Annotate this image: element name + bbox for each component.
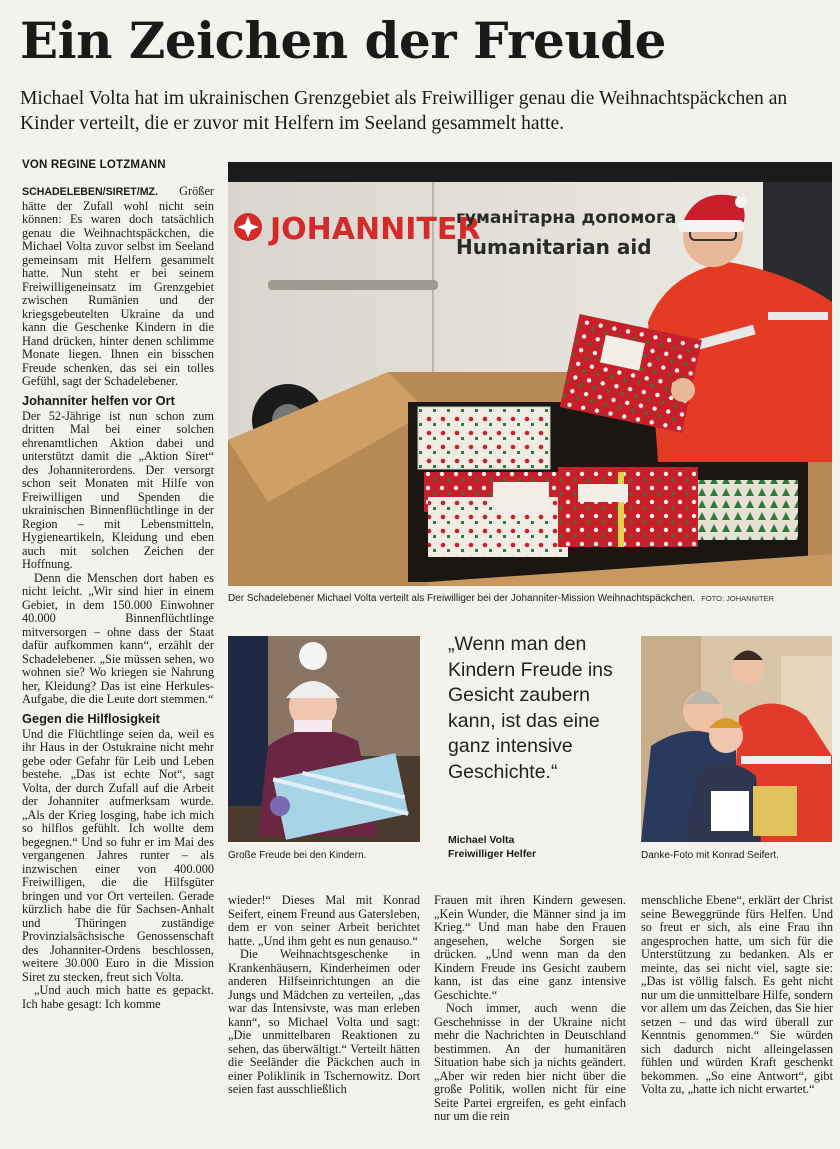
paragraph: Der 52-Jährige ist nun schon zum dritten Mal bei einer solchen ehrenamtlichen Aktion dabei und unterstützt damit die „Aktion Siret“ des Johanniterordens. Der versorgt schon seit Monaten mit Hilfe von Freiwilligen und Spenden die ukrainischen Binnenflüchtlinge in der Region – mit Lebensmitteln, Hygieneartikeln, Kleidung und eben auch mit solchen Zeichen der Hoffnung. bbox=[22, 408, 214, 571]
thanks-photo-caption: Danke-Foto mit Konrad Seifert. bbox=[641, 850, 779, 861]
article-column-3 bbox=[434, 894, 626, 1124]
main-photo bbox=[228, 162, 832, 586]
thanks-photo-illustration bbox=[641, 636, 832, 842]
quote-author-role: Freiwilliger Helfer bbox=[448, 848, 537, 860]
main-photo-caption bbox=[228, 592, 838, 605]
article-column-1 bbox=[22, 185, 214, 1011]
quote-attribution bbox=[448, 833, 628, 861]
quote-author-name: Michael Volta bbox=[448, 834, 515, 846]
paragraph: menschliche Ebene“, erklärt der Christ seine Beweggründe fürs Helfen. Und so freut er sich, als eine Frau ihn angesprochen hatte, um sich für die Unterstützung zu bedanken. Als er meinte, das sei nicht viel, sagte sie: „Das ist völlig falsch. Es geht nicht nur um die unmittelbare Hilfe, sondern vor allem um das Zeichen, das Sie hier setzen – und das wird überall zur Kenntnis genommen.“ Sie würden sich dadurch nicht alleingelassen fühlen und würden Kraft geschenkt bekommen. „So eine Antwort“, gibt Volta zu, „hatte ich nicht erwartet.“ bbox=[641, 893, 833, 1096]
thanks-photo bbox=[641, 636, 832, 842]
subheading: Johanniter helfen vor Ort bbox=[22, 392, 175, 408]
article-column-4 bbox=[641, 894, 833, 1097]
subheading: Gegen die Hilflosigkeit bbox=[22, 710, 160, 726]
paragraph: Denn die Menschen dort haben es nicht leicht. „Wir sind hier in einem Gebiet, in dem 150.000 Einwohner 40.000 Binnenflüchtlinge mitversorgen – ohne dass der Staat dafür aufkommen kann“, erzählt der Schadelebener. „Sie müssen sehen, wo wohnen sie? Wo kriegen sie Nahrung her, Kleidung? Das ist eine Herkules-Aufgabe, die die Leute dort stemmen.“ bbox=[22, 570, 214, 706]
child-photo-caption: Große Freude bei den Kindern. bbox=[228, 850, 367, 861]
paragraph: „Und auch mich hatte es gepackt. Ich habe gesagt: Ich komme bbox=[22, 983, 214, 1011]
main-photo-illustration bbox=[228, 162, 832, 586]
paragraph: wieder!“ Dieses Mal mit Konrad Seifert, einem Freund aus Gatersleben, dem er von seiner Arbeit berichtet hatte. „Und ihm geht es nun genauso.“ bbox=[228, 893, 420, 948]
van-text-ukrainian: гуманітарна допомога bbox=[456, 208, 677, 228]
child-photo-illustration bbox=[228, 636, 420, 842]
van-text-english: Humanitarian aid bbox=[456, 235, 652, 259]
van-brand: JOHANNITER bbox=[270, 212, 481, 247]
paragraph: Frauen mit ihren Kindern gewesen. „Kein Wunder, die Männer sind ja im Krieg.“ Und man habe den Frauen angesehen, welche Sorgen sie drücken. „Und wenn man da den Kindern Freude ins Gesicht zaubern kann, ist das eine ganz intensive Geschichte.“ bbox=[434, 893, 626, 1002]
caption-text: Der Schadelebener Michael Volta verteilt als Freiwilliger bei der Johanniter-Mission Weihnachtspäckchen. bbox=[228, 593, 696, 604]
paragraph: Größer hätte der Zufall wohl nicht sein können: Es waren doch tatsächlich genau die Weihnachtspäckchen, die Michael Volta zuvor selbst im Seeland gemeinsam mit Helfern gesammelt hatte. Nun steht er bei seinem Freiwilligeneinsatz im Grenzgebiet zwischen Rumänien und der kriegsgebeutelten Ukraine da und kann die Geschenke Kindern in die Hand drücken, hinter denen schlimme Monate liegen. Ihnen ein bisschen Freude schenken, das sei ein tolles Gefühl, sagt der Schadelebener. bbox=[22, 184, 214, 388]
byline: VON REGINE LOTZMANN bbox=[22, 159, 166, 171]
lead-paragraph: Michael Volta hat im ukrainischen Grenzgebiet als Freiwilliger genau die Weihnachtspäckchen an Kinder verteilt, die er zuvor mit Helfern im Seeland gesammelt hatte. bbox=[20, 88, 788, 134]
paragraph: Und die Flüchtlinge seien da, weil es ihr Haus in der Ostukraine nicht mehr gebe oder Gefahr für Leib und Leben bestehe. „Das ist echte Not“, sagt Volta, der durch Zufall auf die Arbeit der Johanniter aufmerksam wurde. „Als der Krieg losging, habe ich mich so hilflos gefühlt. Ich wollte dem begegnen.“ Und so fuhr er im Mai des vergangenen Jahres runter – als inzwischen einer von 400.000 Freiwilligen, die die Hilfsgüter bringen und vor Ort verteilen. Gerade kürzlich habe die für Sachsen-Anhalt und Thüringen zuständige Provinzialsächsische Genossenschaft des Johanniter-Ordens beschlossen, weitere 30.000 Euro in die Mission Siret zu stecken, freut sich Volta. bbox=[22, 726, 214, 984]
photo-credit: FOTO: JOHANNITER bbox=[701, 594, 775, 603]
dateline: SCHADELEBEN/SIRET/MZ. bbox=[22, 186, 158, 198]
headline: Ein Zeichen der Freude bbox=[20, 11, 666, 70]
article-column-2 bbox=[228, 894, 420, 1097]
child-photo bbox=[228, 636, 420, 842]
pull-quote: „Wenn man den Kindern Freude ins Gesicht zaubern kann, ist das eine ganz intensive Geschichte.“ bbox=[448, 633, 613, 783]
paragraph: Noch immer, auch wenn die Geschehnisse in der Ukraine nicht mehr die Nachrichten in Deutschland bestimmen. An der humanitären Situation habe sich ja nichts geändert. „Aber wir reden hier nicht über die große Politik, wollen nicht für eine Seite Partei ergreifen, es geht einfach nur um die rein bbox=[434, 1001, 626, 1123]
paragraph: Die Weihnachtsgeschenke in Krankenhäusern, Kinderheimen oder anderen Hilfseinrichtungen an die Jungs und Mädchen zu verteilen, „das war das Intensivste, was man erleben kann“, so Michael Volta und sagt: „Die unmittelbaren Reaktionen zu sehen, das überwältigt.“ Verteilt hätten die Seeländer die Päckchen auch in einer Poliklinik in Tschernowitz. Dort seien fast ausschließlich bbox=[228, 947, 420, 1096]
